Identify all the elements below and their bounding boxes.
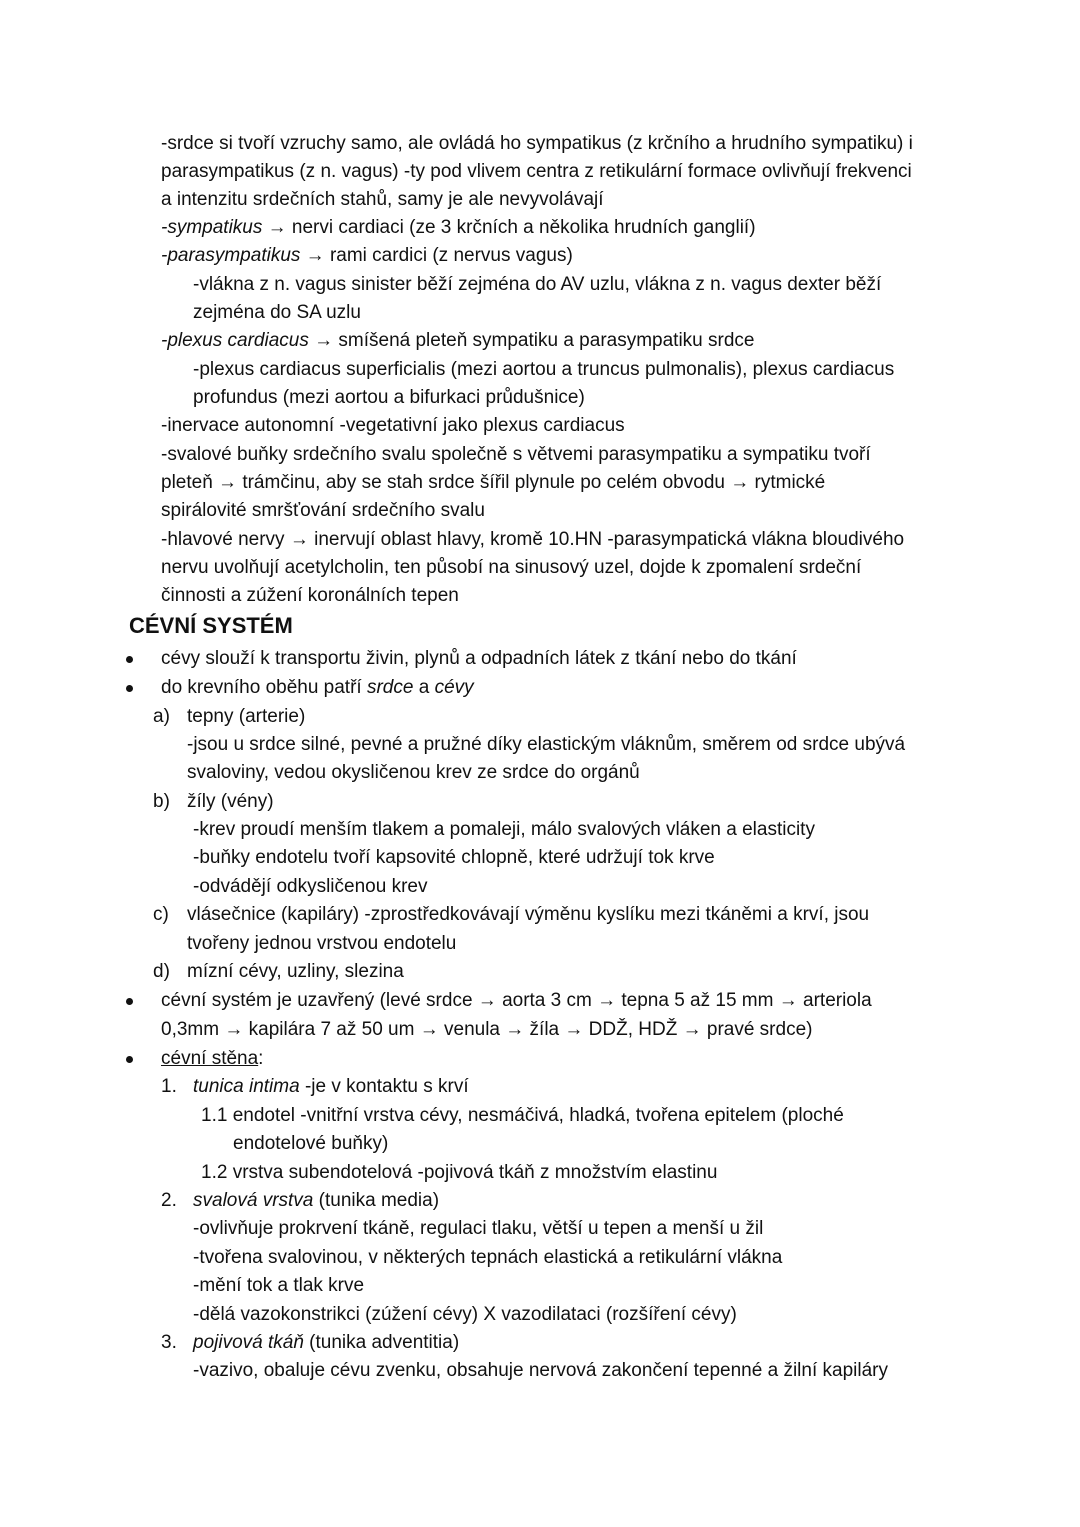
item-marker-3: 3.: [161, 1332, 177, 1353]
bullet-dot-3: [126, 998, 133, 1005]
bullet-4-text: [161, 1047, 263, 1073]
item-2-line-1: -ovlivňuje prokrvení tkáně, regulaci tlaku, větší u tepen a menší u žil: [193, 1218, 764, 1239]
section-heading: CÉVNÍ SYSTÉM: [129, 613, 293, 638]
hlavove-line-1: -hlavové nervy → inervují oblast hlavy, kromě 10.HN -parasympatická vlákna bloudivého: [161, 529, 905, 550]
sympatikus-term: -sympatikus: [161, 217, 263, 238]
svalove-line-1: -svalové buňky srdečního svalu společně s větvemi parasympatiku a sympatiku tvoří: [161, 444, 871, 465]
intro-line-1: -srdce si tvoří vzruchy samo, ale ovládá ho sympatikus (z krčního a hrudního sympatiku) i: [161, 133, 913, 154]
item-1-sub-1-line-2: endotelové buňky): [233, 1133, 389, 1154]
bullet-3-line-2: 0,3mm → kapilára 7 až 50 um → venula → žíla → DDŽ, HDŽ → pravé srdce): [161, 1019, 813, 1040]
parasympatikus-term: -parasympatikus: [161, 245, 301, 266]
bullet-4-underlined: cévní stěna: [161, 1048, 259, 1069]
bullet-dot-4: [126, 1056, 133, 1063]
inervace-line: -inervace autonomní -vegetativní jako plexus cardiacus: [161, 415, 625, 436]
list-b-line-2: -buňky endotelu tvoří kapsovité chlopně, které udržují tok krve: [193, 847, 715, 868]
list-marker-b: b): [153, 791, 170, 812]
parasympatikus-text: → rami cardici (z nervus vagus): [300, 245, 573, 266]
list-b-line-1: -krev proudí menším tlakem a pomaleji, málo svalových vláken a elasticity: [193, 819, 815, 840]
intro-line-2: parasympatikus (z n. vagus) -ty pod vlivem centra z retikulární formace ovlivňují frekvenci: [161, 161, 912, 182]
item-marker-1: 1.: [161, 1076, 177, 1097]
list-a-title: tepny (arterie): [187, 706, 306, 727]
item-3-term: pojivová tkáň: [193, 1332, 304, 1353]
bullet-2-text: [161, 676, 474, 702]
item-3-title: [193, 1331, 459, 1357]
bullet-2-srdce: srdce: [366, 677, 414, 698]
list-c-line-1: vlásečnice (kapiláry) -zprostředkovávají výměnu kyslíku mezi tkáněmi a krví, jsou: [187, 904, 870, 925]
vagus-line-1: -vlákna z n. vagus sinister běží zejména do AV uzlu, vlákna z n. vagus dexter běží: [193, 274, 882, 295]
list-b-line-3: -odvádějí odkysličenou krev: [193, 876, 428, 897]
bullet-2-mid: a: [413, 677, 435, 698]
hlavove-line-2: nervu uvolňují acetylcholin, ten působí na sinusový uzel, dojde k zpomalení srdeční: [161, 557, 862, 578]
item-1-term: tunica intima: [193, 1076, 300, 1097]
item-2-line-2: -tvořena svalovinou, v některých tepnách elastická a retikulární vlákna: [193, 1247, 783, 1268]
item-1-sub-2: 1.2 vrstva subendotelová -pojivová tkáň z množstvím elastinu: [201, 1162, 718, 1183]
item-2-rest: (tunika media): [313, 1190, 440, 1211]
item-2-title: [193, 1189, 439, 1215]
hlavove-line-3: činnosti a zúžení koronálních tepen: [161, 585, 459, 606]
item-3-rest: (tunika adventitia): [303, 1332, 460, 1353]
bullet-4-rest: :: [258, 1048, 264, 1069]
item-1-rest: -je v kontaktu s krví: [299, 1076, 469, 1097]
plexus-term: -plexus cardiacus: [161, 330, 309, 351]
plexus-line: [161, 329, 754, 355]
list-c-line-2: tvořeny jednou vrstvou endotelu: [187, 933, 457, 954]
sympatikus-line: [161, 216, 756, 242]
plexus-text: → smíšená pleteň sympatiku a parasympatiku srdce: [308, 330, 755, 351]
parasympatikus-line: [161, 244, 573, 270]
vagus-line-2: zejména do SA uzlu: [193, 302, 361, 323]
list-a-line-2: svaloviny, vedou okysličenou krev ze srdce do orgánů: [187, 762, 640, 783]
bullet-3-line-1: cévní systém je uzavřený (levé srdce → aorta 3 cm → tepna 5 až 15 mm → arteriola: [161, 990, 872, 1011]
list-marker-c: c): [153, 904, 169, 925]
item-2-line-4: -dělá vazokonstrikci (zúžení cévy) X vazodilataci (rozšíření cévy): [193, 1304, 737, 1325]
plexus-detail-line-2: profundus (mezi aortou a bifurkaci průdušnice): [193, 387, 585, 408]
bullet-dot-1: [126, 656, 133, 663]
item-3-line-1: -vazivo, obaluje cévu zvenku, obsahuje nervová zakončení tepenné a žilní kapiláry: [193, 1360, 888, 1381]
plexus-detail-line-1: -plexus cardiacus superficialis (mezi aortou a truncus pulmonalis), plexus cardiacus: [193, 359, 895, 380]
svalove-line-3: spirálovité smršťování srdečního svalu: [161, 500, 485, 521]
svalove-line-2: pleteň → trámčinu, aby se stah srdce šířil plynule po celém obvodu → rytmické: [161, 472, 826, 493]
bullet-1-text: cévy slouží k transportu živin, plynů a odpadních látek z tkání nebo do tkání: [161, 648, 797, 669]
item-1-sub-1-line-1: 1.1 endotel -vnitřní vrstva cévy, nesmáčivá, hladká, tvořena epitelem (ploché: [201, 1105, 844, 1126]
list-a-line-1: -jsou u srdce silné, pevné a pružné díky elastickým vláknům, směrem od srdce ubývá: [187, 734, 906, 755]
list-d-text: mízní cévy, uzliny, slezina: [187, 961, 404, 982]
list-marker-a: a): [153, 706, 170, 727]
bullet-dot-2: [126, 685, 133, 692]
list-b-title: žíly (vény): [187, 791, 274, 812]
bullet-2-cevy: cévy: [434, 677, 474, 698]
sympatikus-text: → nervi cardiaci (ze 3 krčních a několika hrudních ganglií): [262, 217, 756, 238]
item-marker-2: 2.: [161, 1190, 177, 1211]
item-1-title: [193, 1075, 469, 1101]
item-2-line-3: -mění tok a tlak krve: [193, 1275, 365, 1296]
list-marker-d: d): [153, 961, 170, 982]
bullet-2-pre: do krevního oběhu patří: [161, 677, 367, 698]
item-2-term: svalová vrstva: [193, 1190, 314, 1211]
intro-line-3: a intenzitu srdečních stahů, samy je ale nevyvolávají: [161, 189, 604, 210]
